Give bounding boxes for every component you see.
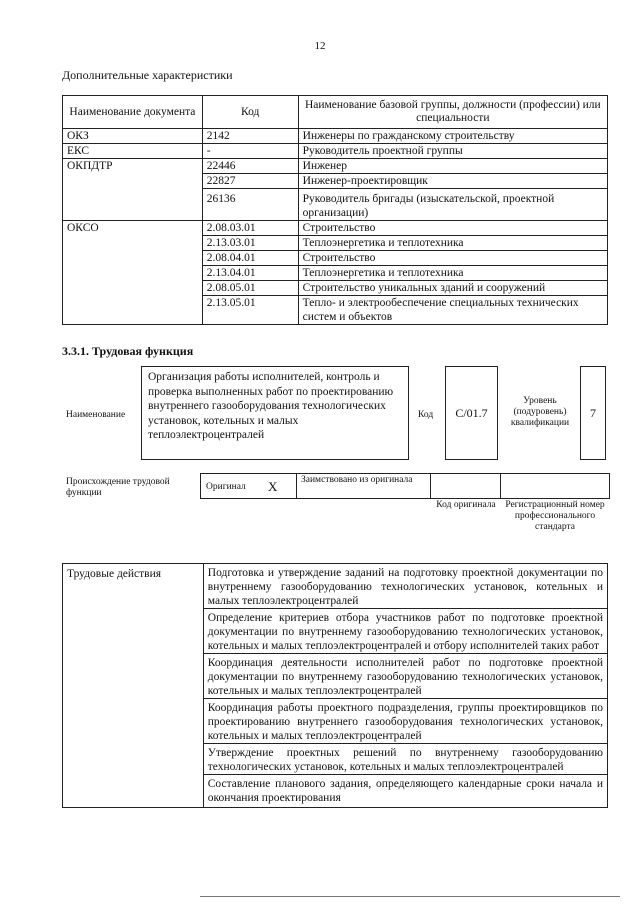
function-name: Организация работы исполнителей, контроль и проверка выполненных работ по проектированию внутреннего газооборудования технологических установок, котельных и малых теплоэлектроцентралей <box>141 366 409 460</box>
name-cell: Теплоэнергетика и теплотехника <box>298 266 607 281</box>
table-row <box>63 221 608 236</box>
doc-empty <box>63 189 203 221</box>
code-cell: 22827 <box>202 174 298 189</box>
name-cell: Теплоэнергетика и теплотехника <box>298 236 607 251</box>
table-row <box>63 251 608 266</box>
doc-empty <box>63 251 203 266</box>
code-cell: 2.13.05.01 <box>202 296 298 325</box>
table-row <box>63 129 608 144</box>
code-cell: 2.08.03.01 <box>202 221 298 236</box>
reg-number-label: Регистрационный номер профессионального стандарта <box>505 500 605 532</box>
name-cell: Строительство уникальных зданий и сооружений <box>298 281 607 296</box>
table-row <box>63 281 608 296</box>
table-row <box>63 189 608 221</box>
header-document: Наименование документа <box>63 96 203 129</box>
divider <box>296 473 297 499</box>
name-cell: Строительство <box>298 251 607 266</box>
characteristics-table <box>62 95 608 325</box>
table-row <box>63 266 608 281</box>
list-item: Координация работы проектного подразделения, группы проектировщиков по проектированию внутреннего газооборудования технологических установок, котельных и малых теплоэлектроцентралей <box>203 699 607 744</box>
header-group-name: Наименование базовой группы, должности (профессии) или специальности <box>298 96 607 129</box>
page-number: 12 <box>314 40 326 52</box>
code-original-label: Код оригинала <box>436 500 496 510</box>
code-cell: - <box>202 144 298 159</box>
labor-actions-label: Трудовые действия <box>63 564 204 808</box>
code-cell: 2.13.03.01 <box>202 236 298 251</box>
list-item: Определение критериев отбора участников работ по подготовке проектной документации по внутреннему газооборудованию технологических установок, котельных и малых теплоэлектроцентралей и отбору исполнителей таких работ <box>203 609 607 654</box>
doc-okso: ОКСО <box>63 221 203 236</box>
code-cell: 22446 <box>202 159 298 174</box>
table-row <box>63 174 608 189</box>
code-cell: 2.08.04.01 <box>202 251 298 266</box>
code-cell: 2142 <box>202 129 298 144</box>
name-cell: Руководитель бригады (изыскательской, проектной организации) <box>298 189 607 221</box>
header-code: Код <box>202 96 298 129</box>
name-cell: Тепло- и электрообеспечение специальных технических систем и объектов <box>298 296 607 325</box>
list-item: Координация деятельности исполнителей работ по подготовке проектной документации по внутреннему газооборудованию технологических установок, котельных и малых теплоэлектроцентралей <box>203 654 607 699</box>
list-item: Утверждение проектных решений по внутреннему газооборудованию технологических установок, котельных и малых теплоэлектроцентралей <box>203 744 607 775</box>
name-cell: Инженер-проектировщик <box>298 174 607 189</box>
doc-empty <box>63 296 203 325</box>
borrowed-label: Заимствовано из оригинала <box>301 475 413 485</box>
table-row <box>63 144 608 159</box>
table-row <box>63 236 608 251</box>
divider <box>430 473 431 499</box>
name-cell: Инженер <box>298 159 607 174</box>
code-cell: 2.13.04.01 <box>202 266 298 281</box>
name-cell: Инженеры по гражданскому строительству <box>298 129 607 144</box>
original-label: Оригинал <box>206 482 246 492</box>
doc-okpdtr: ОКПДТР <box>63 159 203 174</box>
labor-actions-table <box>62 563 608 808</box>
doc-empty <box>63 236 203 251</box>
doc-eks: ЕКС <box>63 144 203 159</box>
divider <box>500 473 501 499</box>
name-cell: Строительство <box>298 221 607 236</box>
doc-okz: ОКЗ <box>63 129 203 144</box>
table-header-row <box>63 96 608 129</box>
list-item: Составление планового задания, определяющего календарные сроки начала и окончания проектирования <box>203 775 607 808</box>
code-label: Код <box>418 410 434 420</box>
code-cell: 26136 <box>202 189 298 221</box>
origin-label: Происхождение трудовой функции <box>66 477 170 498</box>
qualification-level: 7 <box>580 366 606 460</box>
table-row <box>63 296 608 325</box>
section-title: 3.3.1. Трудовая функция <box>62 344 194 358</box>
scan-edge-line <box>200 896 620 897</box>
doc-empty <box>63 281 203 296</box>
list-item: Подготовка и утверждение заданий на подготовку проектной документации по внутреннему газооборудованию технологических установок, котельных и малых теплоэлектроцентралей <box>203 564 607 609</box>
doc-empty <box>63 266 203 281</box>
extra-characteristics-title: Дополнительные характеристики <box>62 68 233 82</box>
doc-empty <box>63 174 203 189</box>
table-row <box>63 564 608 609</box>
code-cell: 2.08.05.01 <box>202 281 298 296</box>
table-row <box>63 159 608 174</box>
name-cell: Руководитель проектной группы <box>298 144 607 159</box>
original-mark: X <box>268 479 278 494</box>
function-code: C/01.7 <box>445 366 498 460</box>
name-label: Наименование <box>66 410 126 420</box>
level-label: Уровень (подуровень) квалификации <box>510 396 570 428</box>
